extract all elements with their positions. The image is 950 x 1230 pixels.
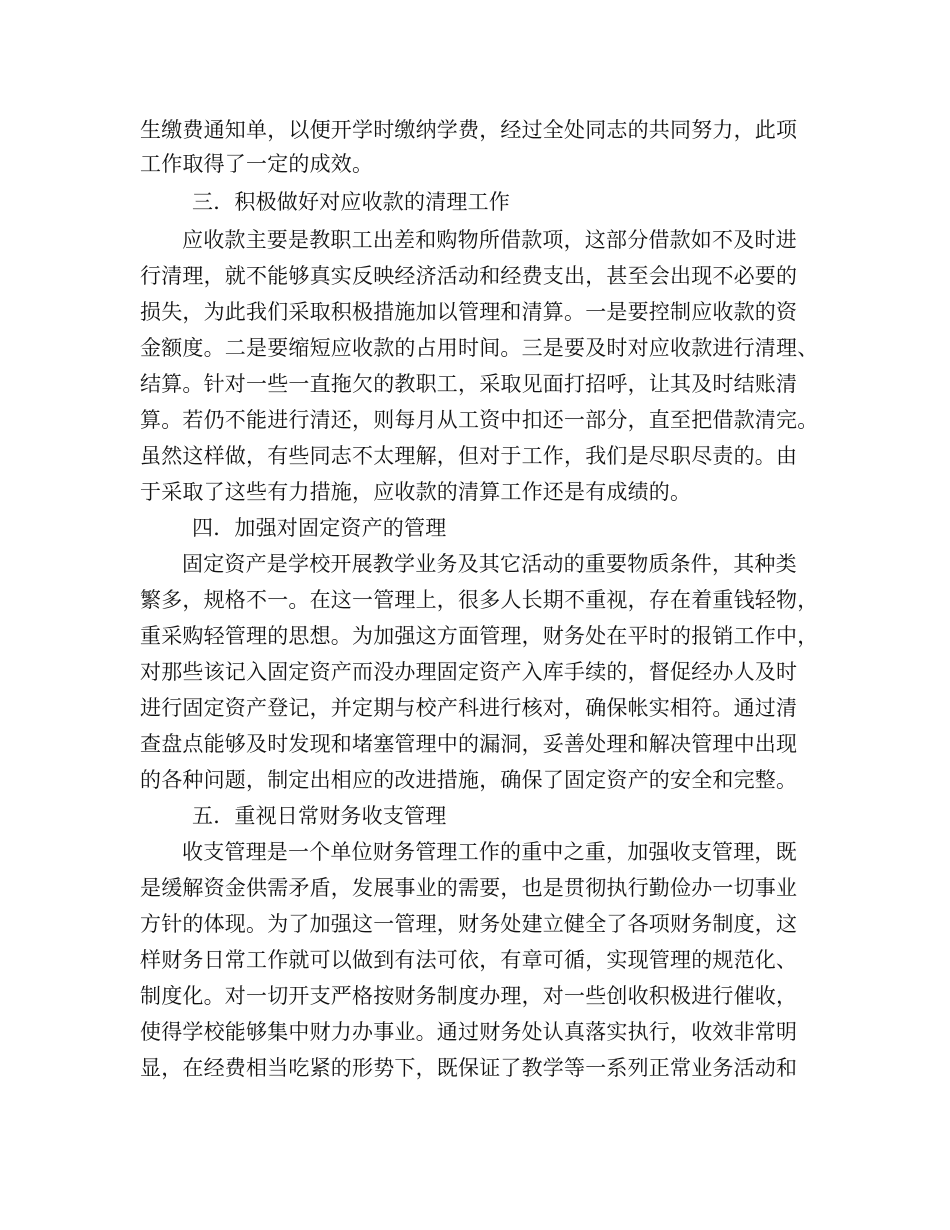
body-line: 生缴费通知单，以便开学时缴纳学费，经过全处同志的共同努力，此项 (140, 118, 798, 142)
section-heading: 三．积极做好对应收款的清理工作 (192, 190, 510, 214)
body-line: 损失，为此我们采取积极措施加以管理和清算。一是要控制应收款的资 (140, 300, 798, 324)
body-line: 收支管理是一个单位财务管理工作的重中之重，加强收支管理，既 (182, 840, 797, 864)
section-heading: 五．重视日常财务收支管理 (192, 804, 447, 828)
body-line: 方针的体现。为了加强这一管理，财务处建立健全了各项财务制度，这 (140, 912, 798, 936)
body-line: 进行固定资产登记，并定期与校产科进行核对，确保帐实相符。通过清 (140, 696, 798, 720)
body-line: 结算。针对一些一直拖欠的教职工，采取见面打招呼，让其及时结账清 (140, 372, 798, 396)
body-line: 对那些该记入固定资产而没办理固定资产入库手续的，督促经办人及时 (140, 660, 798, 684)
body-line: 金额度。二是要缩短应收款的占用时间。三是要及时对应收款进行清理、 (140, 336, 819, 360)
body-line: 显，在经费相当吃紧的形势下，既保证了教学等一系列正常业务活动和 (140, 1056, 798, 1080)
body-line: 行清理，就不能够真实反映经济活动和经费支出，甚至会出现不必要的 (140, 264, 798, 288)
body-line: 重采购轻管理的思想。为加强这方面管理，财务处在平时的报销工作中， (140, 624, 819, 648)
body-line: 样财务日常工作就可以做到有法可依，有章可循，实现管理的规范化、 (140, 948, 798, 972)
section-heading: 四．加强对固定资产的管理 (192, 516, 447, 540)
body-line: 繁多，规格不一。在这一管理上，很多人长期不重视，存在着重钱轻物， (140, 588, 819, 612)
body-line: 的各种问题，制定出相应的改进措施，确保了固定资产的安全和完整。 (140, 768, 798, 792)
body-line: 查盘点能够及时发现和堵塞管理中的漏洞，妥善处理和解决管理中出现 (140, 732, 798, 756)
body-line: 虽然这样做，有些同志不太理解，但对于工作，我们是尽职尽责的。由 (140, 444, 798, 468)
body-line: 于采取了这些有力措施，应收款的清算工作还是有成绩的。 (140, 480, 692, 504)
body-line: 工作取得了一定的成效。 (140, 152, 374, 176)
body-line: 算。若仍不能进行清还，则每月从工资中扣还一部分，直至把借款清完。 (140, 408, 819, 432)
body-line: 使得学校能够集中财力办事业。通过财务处认真落实执行，收效非常明 (140, 1020, 798, 1044)
body-line: 应收款主要是教职工出差和购物所借款项，这部分借款如不及时进 (182, 228, 797, 252)
body-line: 固定资产是学校开展教学业务及其它活动的重要物质条件，其种类 (182, 552, 797, 576)
body-line: 制度化。对一切开支严格按财务制度办理，对一些创收积极进行催收， (140, 984, 798, 1008)
body-line: 是缓解资金供需矛盾，发展事业的需要，也是贯彻执行勤俭办一切事业 (140, 876, 798, 900)
